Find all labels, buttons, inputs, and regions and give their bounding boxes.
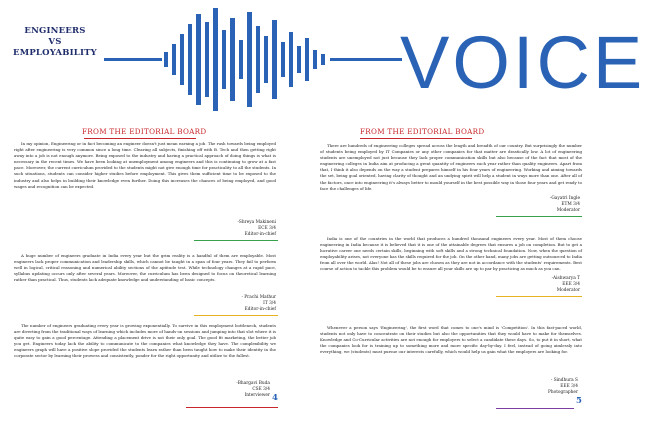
author-name: -Shreya Makineni xyxy=(237,220,276,225)
right-entry-2-signature xyxy=(500,276,580,295)
left-section-heading: FROM THE EDITORIAL BOARD xyxy=(82,127,207,136)
left-entry-3-divider xyxy=(186,407,278,408)
left-entry-1-signature xyxy=(196,220,276,239)
right-heading-underline xyxy=(360,138,472,139)
left-entry-3-signature xyxy=(190,381,270,400)
right-entry-1-signature xyxy=(500,196,580,215)
soundwave-logo-graphic xyxy=(104,4,404,114)
newsletter-title xyxy=(6,26,104,59)
author-name: -Gayatri Ingle xyxy=(549,196,580,201)
author-name: - Sindhura S xyxy=(550,378,578,383)
right-entry-3-divider xyxy=(496,408,574,409)
title-line-3: EMPLOYABILITY xyxy=(13,48,97,58)
author-dept: CSE 3/4 xyxy=(252,387,270,393)
right-entry-3-signature xyxy=(498,378,578,397)
author-name: -Aishwarya T xyxy=(551,276,580,281)
author-role: Interviewer xyxy=(244,393,270,399)
left-heading-underline xyxy=(84,138,196,139)
author-dept: EEE 3/4 xyxy=(560,384,578,390)
title-line-1: ENGINEERS xyxy=(24,26,86,36)
author-role: Editor-in-chief xyxy=(244,232,276,238)
author-role: Photographer xyxy=(547,390,578,396)
right-entry-2-divider xyxy=(496,296,582,297)
left-entry-3-text: The number of engineers graduating every year is growing exponentially. To survive in this employment bottleneck, students are diverting from the traditional ways of learning which includes more of hands-on sessions and jumping into that slot where it is quite easy to gain a good percentage. Attending a placement drive is not their only goal. The good fit marketing, the better job you get. Engineers today lack the ability to communicate to the companies what knowledge they have. The complexibility we engineers graph will have a positive slope provided the students learn rather than been taught how to make their identity in the corporate sector by learning their prowess and consistently, ponder for the right opportunity and utilize to the fullest. xyxy=(14,323,276,359)
right-entry-2-text: India is one of the countries in the world that produces a hundred thousand engineers every year. Most of them choose engineering in India because it is believed that it is one of the attainable degrees that ensures a job on completion. But to get a lucrative career one needs certain skills, beginning with soft skills and a strong technical foundation. Now, when the question of employability arises, not everyone has the skills required for the job. On the other hand, many jobs are getting outsourced to India from all over the world. Alas! Not all of these jobs are chosen as they are not in accordance with the students' requirements. Best course of action to tackle this problem would be to ensure all your skills are up to par by practicing as much as you can. xyxy=(320,236,582,272)
left-entry-2-divider xyxy=(194,315,278,316)
left-page-number: 4 xyxy=(272,393,278,403)
author-role: Editor-in-chief xyxy=(244,307,276,313)
author-role: Moderator xyxy=(556,208,580,214)
left-entry-1-text: In my opinion, Engineering or in fact becoming an engineer doesn't just mean earning a job. The rush towards being employed right after engineering is very common since a long time. Clearing all subjects, finishing off with B. Tech and then getting right away into a job is not enough anymore. Being exposed to the industry and having a practical approach of doing things is what is necessary in the recent times. We have been looking at unemployment among engineers and this is continuing to grow at a fast pace. Moreover, the current curriculum provided to the students might not give enough time for practicality to all the students. In such situations, students can consider higher studies before employment. This gives them sufficient time to be exposed to the industry and also helps in building their knowledge even further. Doing this increases the chances of being employed, and good wages and recognition can be expected. xyxy=(14,141,276,189)
right-section-heading: FROM THE EDITORIAL BOARD xyxy=(360,127,485,136)
right-entry-1-divider xyxy=(496,216,582,217)
right-entry-3-text: Whenever a person says 'Engineering', the first word that comes to one's mind is 'Competition'. In this fast-paced world, students not only have to concentrate on their studies but also the opportunities that they would have to make for themselves. Knowledge and Co-Curricular activities are not enough for employers to select a candidate these days. So, to put it in short, what the companies look for is training up to something more and more specific day-by-day. I feel, instead of going aimlessly into everything, we (students) must pursue our interests carefully, which would help us gain what the employers are looking for. xyxy=(320,325,582,355)
author-dept: ETM 3/4 xyxy=(561,202,580,208)
right-page-number: 5 xyxy=(576,396,582,406)
right-entry-1-text: There are hundreds of engineering colleges spread across the length and breadth of our country. But surprisingly the number of students being employed by IT Companies or any other companies for that matter are drastically low. A lot of engineering students are unemployed not just because they lack proper communication skills but also because of the fact that most of the engineering colleges in India aim at producing a great quantity of engineers each year rather than quality engineers. Apart from that, I think it also depends on the way a student prepares himself in his four years of engineering. Working and aiming towards the set, being goal oriented, having clarity of thought and an undying spirit will help a student in ways more than one. After all of the factors, once into engineering it's always better to mould yourself in the best possible way in those four years and get ready to face the challenges of life. xyxy=(320,143,582,191)
author-dept: IT 3/4 xyxy=(263,301,276,307)
left-entry-2-text: A huge number of engineers graduate in India every year but the grim reality is a handful of them are employable. Most engineers lack proper communication and leadership skills, which cannot be taught in a span of four years. They fail to perform well in logical, critical reasoning and numerical ability sections of the aptitude test. While technology changes at a rapid pace, syllabus updating occurs only after several years. Moreover, the curriculum has been designed to focus on theoretical learning rather than practical. Thus, students lack adequate knowledge and understanding of basic concepts. xyxy=(14,253,276,283)
voice-logo-wordmark: VOICE xyxy=(400,21,645,104)
author-dept: EEE 3/4 xyxy=(562,282,580,288)
author-role: Moderator xyxy=(556,288,580,294)
left-entry-2-signature xyxy=(196,295,276,314)
author-dept: ECE 3/4 xyxy=(258,226,276,232)
left-entry-1-divider xyxy=(194,240,278,241)
author-name: -Bhargavi Buda xyxy=(236,381,270,386)
author-name: - Prachi Mathur xyxy=(241,295,276,300)
title-line-2: VS xyxy=(48,37,62,47)
